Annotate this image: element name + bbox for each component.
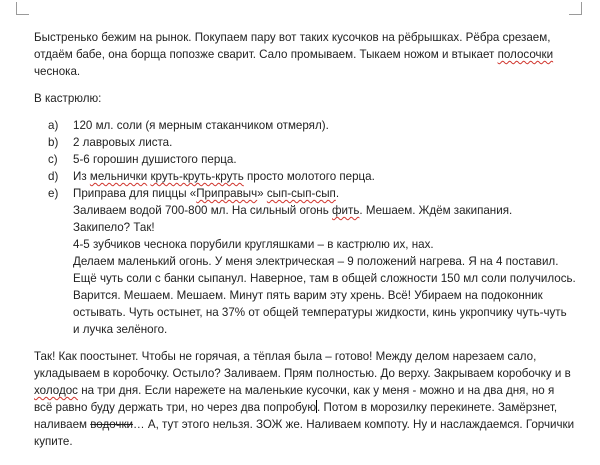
document-body[interactable]: [34, 29, 586, 460]
spelling-error-word[interactable]: круть-круть-круть: [150, 170, 244, 183]
list-item-a: [34, 117, 586, 134]
list-item-line: Варится. Мешаем. Мешаем. Минут пять варим эту хрень. Всё! Убираем на подоконник: [73, 289, 543, 302]
list-item-text: 5-6 горошин душистого перца.: [73, 153, 237, 166]
list-item-text: Из: [73, 170, 87, 183]
list-marker: e): [48, 187, 59, 200]
list-marker: c): [48, 153, 58, 166]
list-item-line: Ещё чуть соли с банки сыпанул. Наверное, там в общей сложности 150 мл соли получилось.: [73, 272, 576, 285]
list-item-e: e) Приправа для пиццы «Приправыч» сып-сып-сып. Заливаем водой 700-800 мл. На сильный огонь фить. Мешаем. Ждём закипания. Закипело? Так! 4-5 зубчиков чеснока порубили кругляшками – в кастрюлю их, нах. Делаем маленький огонь. У меня электрическая – 9 положений нагрева. Я на 4 поставил. Ещё чуть соли с банки сыпанул. Наверное, там в общей сложности 150 мл соли получилось. Варится. Мешаем. Мешаем. Минут пять варим эту хрень. Всё! Убираем на подоконник остывать. Чуть остынет, на 37% от общей температуры жидкости, кинь укропчику чуть-чуть и лучка зелёного.: [34, 185, 586, 338]
outro-line: купите.: [34, 435, 73, 448]
spelling-error-word[interactable]: мельнички: [89, 170, 148, 183]
intro-line-3: чеснока.: [34, 65, 81, 78]
list-item-line: Закипело? Так!: [73, 221, 155, 234]
list-item-line: остывать. Чуть остынет, на 37% от общей температуры жидкости, кинь укропчику чуть-чуть: [73, 306, 567, 319]
list-marker: a): [48, 119, 59, 132]
spelling-error-word[interactable]: фить: [332, 204, 360, 217]
spelling-error-word[interactable]: полосочки: [497, 48, 554, 61]
strikethrough-word: водочки: [90, 418, 134, 431]
outro-paragraph: Так! Как поостынет. Чтобы не горячая, а тёплая была – готово! Между делом нарезаем сало, укладываем в коробочку. Остыло? Заливаем. Прям полностью. До верху. Закрываем коробочку и в холодос на три дня. Если нарежете на маленькие кусочки, как у меня - можно и на два дня, но я всё равно буду держать три, но через два попробую. Потом в морозилку перекинете. Замёрзнет, наливаем водочки… А, тут этого нельзя. ЗОЖ же. Наливаем компоту. Ну и наслаждаемся. Горчички купите.: [34, 348, 586, 450]
list-item-line: Делаем маленький огонь. У меня электрическая – 9 положений нагрева. Я на 4 поставил.: [73, 255, 559, 268]
outro-line: укладываем в коробочку. Остыло? Заливаем. Прям полностью. До верху. Закрываем коробочку и в: [34, 367, 571, 380]
list-item-line: и лучка зелёного.: [73, 323, 168, 336]
spelling-error-word[interactable]: Приправыч: [196, 187, 258, 200]
list-item-b: [34, 134, 586, 151]
list-item-text: просто молотого перца.: [247, 170, 375, 183]
ingredients-list: [34, 117, 586, 338]
list-item-text: 2 лавровых листа.: [73, 136, 173, 149]
outro-line: Так! Как поостынет. Чтобы не горячая, а тёплая была – готово! Между делом нарезаем сало,: [34, 350, 537, 363]
list-item-c: [34, 151, 586, 168]
list-heading: В кастрюлю:: [34, 92, 102, 105]
intro-line-1: Быстренько бежим на рынок. Покупаем пару вот таких кусочков на рёбрышках. Рёбра срезаем,: [34, 31, 551, 44]
spelling-error-word[interactable]: сып-сып-сып: [266, 187, 336, 200]
margin-corner-mark-left: [16, 2, 29, 15]
margin-corner-mark-right: [569, 2, 582, 15]
intro-paragraph: [34, 29, 586, 80]
intro-line-2: отдаём бабе, она борща попозже сварит. Сало промываем. Тыкаем ножом и втыкает: [34, 48, 495, 61]
list-item-d: [34, 168, 586, 185]
list-item-line: 4-5 зубчиков чеснока порубили кругляшками – в кастрюлю их, нах.: [73, 238, 434, 251]
spelling-error-word[interactable]: холодос: [34, 384, 78, 397]
list-marker: b): [48, 136, 59, 149]
list-marker: d): [48, 170, 59, 183]
list-item-text: 120 мл. соли (я мерным стаканчиком отмерял).: [73, 119, 329, 132]
